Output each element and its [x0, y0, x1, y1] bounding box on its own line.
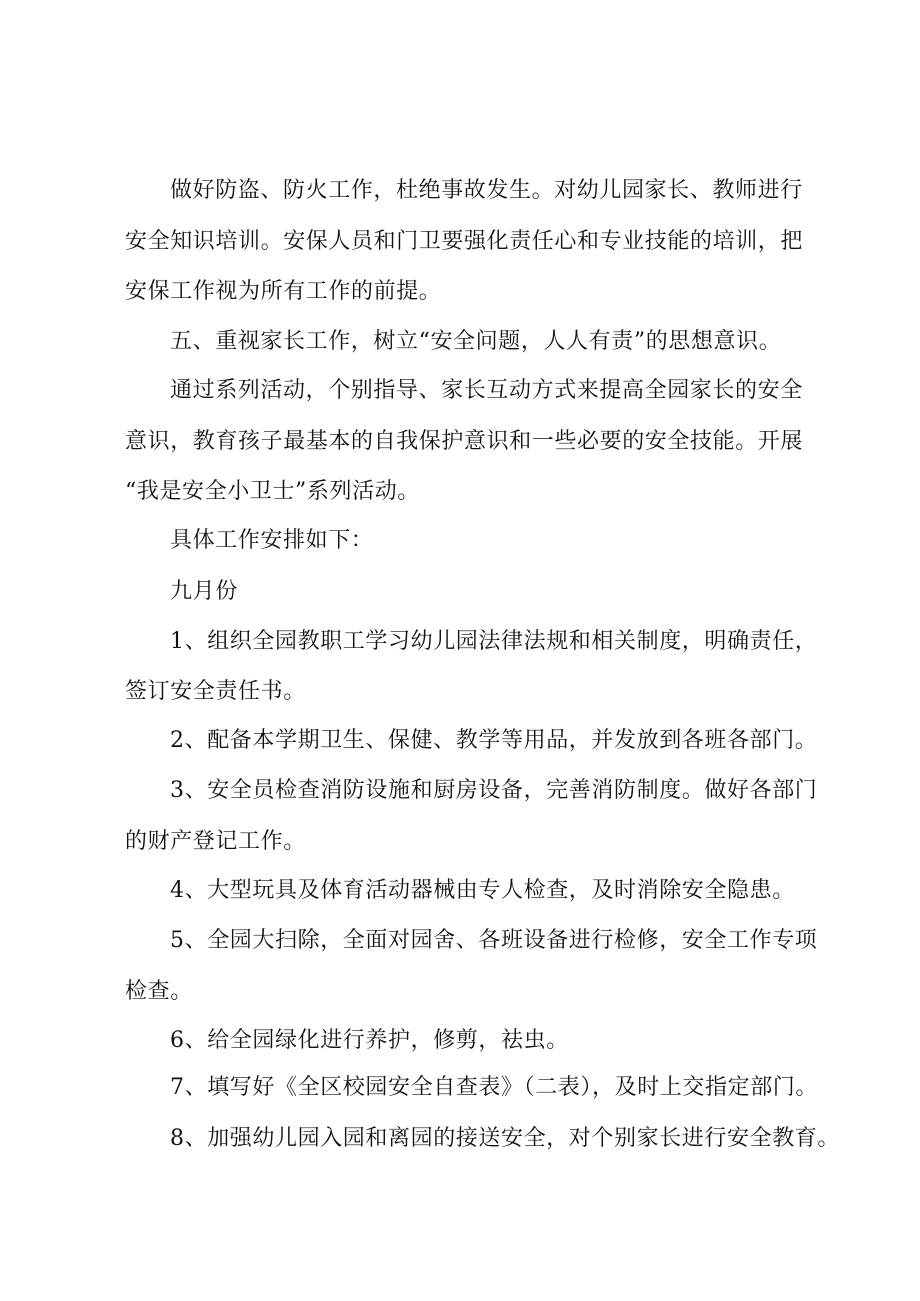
list-item: 6、给全园绿化进行养护，修剪，祛虫。 [170, 1028, 569, 1053]
list-item: 2、配备本学期卫生、保健、教学等用品，并发放到各班各部门。 [170, 728, 818, 753]
paragraph-line: 做好防盗、防火工作，杜绝事故发生。对幼儿园家长、教师进行 [170, 178, 803, 203]
paragraph-line: 通过系列活动，个别指导、家长互动方式来提高全园家长的安全 [170, 378, 803, 403]
section-heading: 五、重视家长工作，树立“安全问题，人人有责”的思想意识。 [170, 329, 782, 354]
paragraph-line: 安保工作视为所有工作的前提。 [125, 279, 442, 304]
list-item: 8、加强幼儿园入园和离园的接送安全，对个别家长进行安全教育。 [170, 1126, 840, 1151]
list-item: 4、大型玩具及体育活动器械由专人检查，及时消除安全隐患。 [170, 878, 795, 903]
paragraph-line: 安全知识培训。安保人员和门卫要强化责任心和专业技能的培训，把 [125, 229, 804, 254]
list-item: 1、组织全园教职工学习幼儿园法律法规和相关制度，明确责任， [170, 629, 818, 654]
month-heading: 九月份 [170, 579, 238, 604]
list-item: 3、安全员检查消防设施和厨房设备，完善消防制度。做好各部门 [170, 778, 818, 803]
list-item-continuation: 签订安全责任书。 [125, 679, 306, 704]
paragraph-line: “我是安全小卫士”系列活动。 [125, 479, 420, 504]
paragraph-line: 意识，教育孩子最基本的自我保护意识和一些必要的安全技能。开展 [125, 429, 804, 454]
list-item-continuation: 检查。 [125, 979, 193, 1004]
list-item-continuation: 的财产登记工作。 [125, 829, 306, 854]
list-item: 5、全园大扫除，全面对园舍、各班设备进行检修，安全工作专项 [170, 928, 818, 953]
paragraph-line: 具体工作安排如下： [170, 528, 374, 553]
list-item: 7、填写好《全区校园安全自查表》（二表），及时上交指定部门。 [170, 1075, 818, 1100]
